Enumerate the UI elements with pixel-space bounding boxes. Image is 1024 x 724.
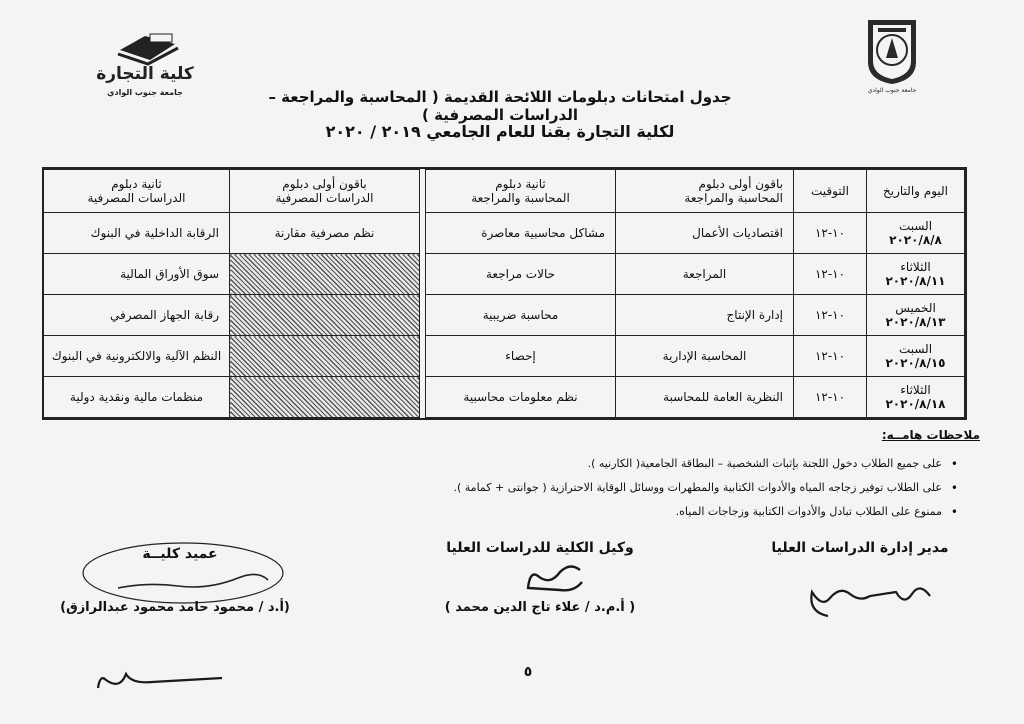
faculty-logo-subtitle: جامعة جنوب الوادي [107, 88, 183, 97]
header-acc-first: باقون أولى دبلوم المحاسبة والمراجعة [616, 170, 794, 213]
time-cell: ١٠-١٢ [794, 336, 867, 377]
acc-second-cell: إحصاء [426, 336, 616, 377]
header-time: التوقيت [794, 170, 867, 213]
bank-second-cell: رقابة الجهاز المصرفي [44, 295, 230, 336]
page-subtitle: لكلية التجارة بقنا للعام الجامعي ٢٠١٩ / ٢٠٢٠ [325, 122, 675, 141]
bullet-icon: • [950, 505, 958, 519]
notes-title: ملاحظات هامــه: [881, 428, 980, 442]
column-gap [420, 295, 426, 336]
hatched-empty-cell [230, 295, 420, 336]
bullet-icon: • [950, 457, 958, 471]
table-row [44, 254, 965, 295]
table-row [44, 377, 965, 418]
university-logo [862, 14, 922, 92]
bank-first-cell: نظم مصرفية مقارنة [230, 213, 420, 254]
time-cell: ١٠-١٢ [794, 295, 867, 336]
note-item: • ممنوع على الطلاب تبادل والأدوات الكتابية وزجاجات المياه. [420, 500, 960, 524]
time-cell: ١٠-١٢ [794, 377, 867, 418]
handwritten-mark [92, 660, 232, 700]
column-gap [420, 213, 426, 254]
acc-first-cell: اقتصاديات الأعمال [616, 213, 794, 254]
page-number: ٥ [523, 664, 533, 680]
bank-second-cell: منظمات مالية ونقدية دولية [44, 377, 230, 418]
acc-first-cell: المحاسبة الإدارية [616, 336, 794, 377]
acc-second-cell: مشاكل محاسبية معاصرة [426, 213, 616, 254]
dean-name: (أ.د / محمود حامد محمود عبدالرازق) [60, 600, 290, 615]
schedule-table [42, 167, 967, 420]
column-gap [420, 170, 426, 213]
day-date-cell: السبت ٢٠٢٠/٨/٨ [867, 213, 965, 254]
header-day-date: اليوم والتاريخ [867, 170, 965, 213]
time-cell: ١٠-١٢ [794, 254, 867, 295]
day-date-cell: الثلاثاء ٢٠٢٠/٨/١١ [867, 254, 965, 295]
bank-second-cell: النظم الآلية والالكترونية في البنوك [44, 336, 230, 377]
page-title: جدول امتحانات دبلومات اللائحة القديمة ( المحاسبة والمراجعة – الدراسات المصرفية ) [268, 88, 732, 124]
dean-title: عميد كليــة [142, 546, 218, 562]
acc-first-cell: المراجعة [616, 254, 794, 295]
bank-second-cell: الرقابة الداخلية في البنوك [44, 213, 230, 254]
acc-second-cell: نظم معلومات محاسبية [426, 377, 616, 418]
note-item: • على جميع الطلاب دخول اللجنة بإثبات الشخصية – البطاقة الجامعية( الكارنيه ). [420, 452, 960, 476]
vice-dean-signature [520, 560, 590, 600]
column-gap [420, 377, 426, 418]
time-cell: ١٠-١٢ [794, 213, 867, 254]
header-acc-second: ثانية دبلوم المحاسبة والمراجعة [426, 170, 616, 213]
hatched-empty-cell [230, 336, 420, 377]
logo-caption: جامعة جنوب الوادي [867, 87, 917, 94]
hatched-empty-cell [230, 254, 420, 295]
table-row [44, 213, 965, 254]
director-title: مدير إدارة الدراسات العليا [771, 540, 949, 556]
director-signature [800, 572, 940, 622]
vice-dean-name: ( أ.م.د / علاء تاج الدين محمد ) [444, 600, 636, 615]
acc-first-cell: النظرية العامة للمحاسبة [616, 377, 794, 418]
acc-second-cell: محاسبة ضريبية [426, 295, 616, 336]
table-row [44, 295, 965, 336]
day-date-cell: السبت ٢٠٢٠/٨/١٥ [867, 336, 965, 377]
bank-second-cell: سوق الأوراق المالية [44, 254, 230, 295]
column-gap [420, 254, 426, 295]
column-gap [420, 336, 426, 377]
day-date-cell: الخميس ٢٠٢٠/٨/١٣ [867, 295, 965, 336]
note-item: • على الطلاب توفير زجاجه المياه والأدوات الكتابية والمطهرات ووسائل الوقاية الاحترازية ( جوانتى + كمامة ). [420, 476, 960, 500]
header-bank-second: ثانية دبلوم الدراسات المصرفية [44, 170, 230, 213]
table-row [44, 336, 965, 377]
header-bank-first: باقون أولى دبلوم الدراسات المصرفية [230, 170, 420, 213]
day-date-cell: الثلاثاء ٢٠٢٠/٨/١٨ [867, 377, 965, 418]
table-header-row [44, 170, 965, 213]
vice-dean-title: وكيل الكلية للدراسات العليا [446, 540, 634, 556]
acc-second-cell: حالات مراجعة [426, 254, 616, 295]
hatched-empty-cell [230, 377, 420, 418]
notes-list [420, 452, 960, 524]
bullet-icon: • [950, 481, 958, 495]
acc-first-cell: إدارة الإنتاج [616, 295, 794, 336]
faculty-logo-title: كلية التجارة [96, 64, 194, 84]
faculty-logo [90, 30, 200, 110]
university-seal-icon [862, 14, 922, 86]
